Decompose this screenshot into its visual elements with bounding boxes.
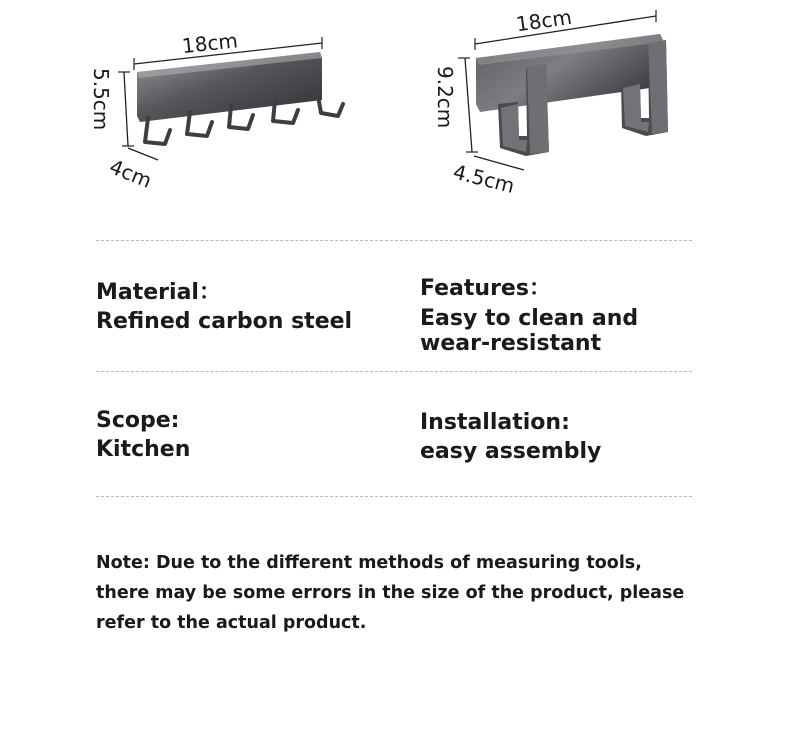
material-label: Material：: [96, 280, 221, 305]
scope-label: Scope:: [96, 408, 180, 433]
spec-features: [420, 276, 638, 356]
right-width-label: 18cm: [514, 4, 574, 37]
right-rack-image: [433, 5, 668, 198]
installation-label: Installation:: [420, 410, 570, 435]
right-height-label: 9.2cm: [433, 66, 457, 129]
note-line-1: Note: Due to the different methods of measuring tools,: [96, 553, 642, 573]
features-label: Features：: [420, 276, 551, 301]
spec-material: [96, 278, 352, 336]
note-line-2: there may be some errors in the size of the product, please: [96, 583, 685, 603]
left-width-label: 18cm: [180, 28, 239, 59]
scope-value: Kitchen: [96, 437, 191, 462]
divider-bottom: [96, 496, 692, 497]
divider-middle: [96, 371, 692, 372]
product-illustrations: [0, 0, 790, 240]
spec-installation: [420, 408, 601, 466]
divider-top: [96, 240, 692, 241]
material-value: Refined carbon steel: [96, 309, 353, 334]
left-height-label: 5.5cm: [89, 68, 113, 131]
note-line-3: refer to the actual product.: [96, 613, 367, 633]
left-depth-label: 4cm: [106, 154, 156, 193]
spec-scope: [96, 406, 190, 464]
right-depth-label: 4.5cm: [450, 159, 518, 198]
measurement-note: [96, 548, 716, 638]
features-value-line1: Easy to clean and: [420, 306, 639, 331]
left-rack-image: [89, 28, 343, 192]
features-value-line2: wear-resistant: [420, 331, 602, 356]
installation-value: easy assembly: [420, 439, 602, 464]
